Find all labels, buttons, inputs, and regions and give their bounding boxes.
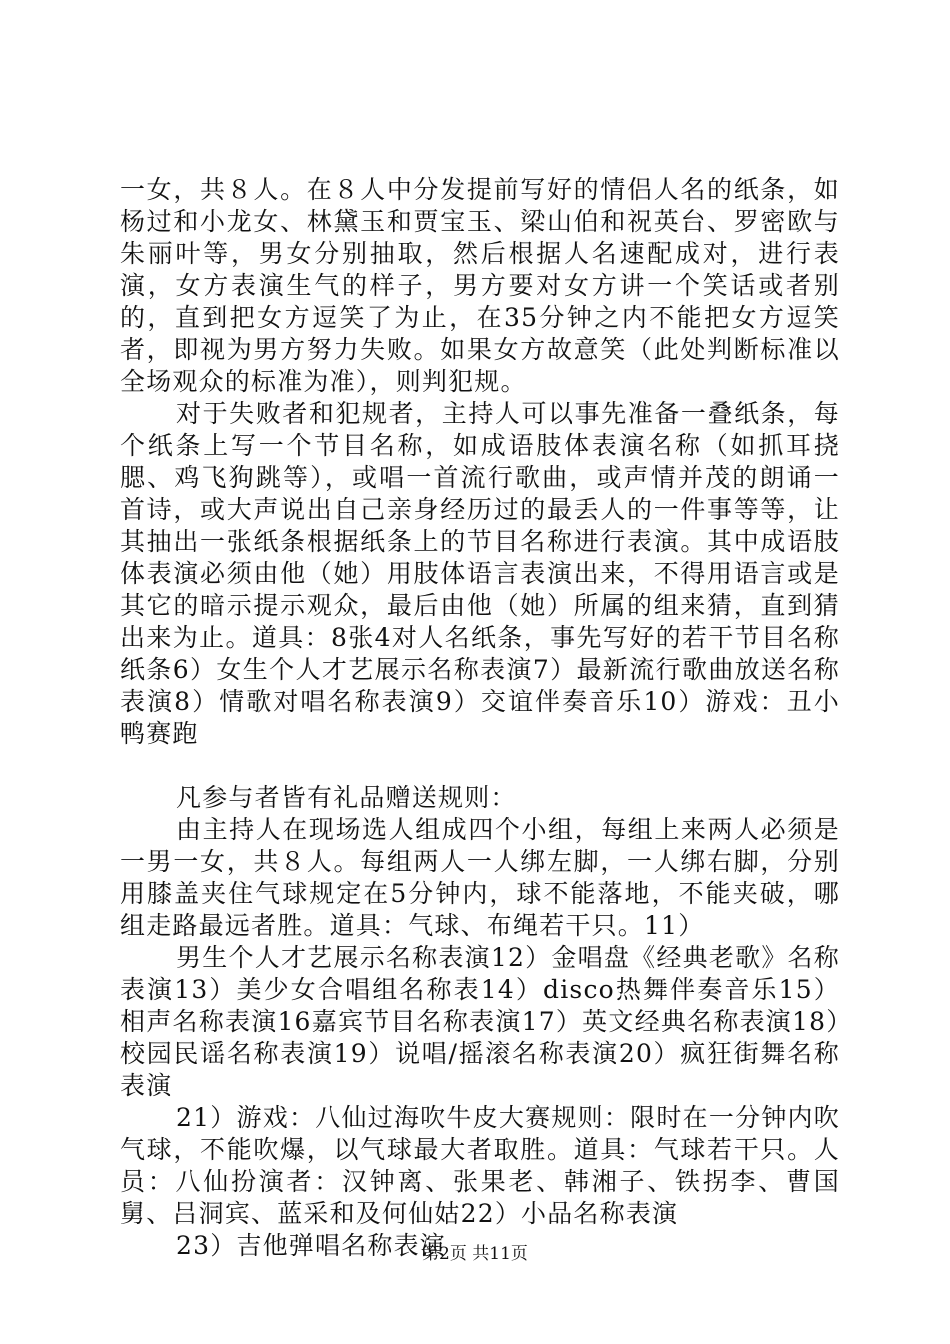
paragraph-game-couples: 一女，共８人。在８人中分发提前写好的情侣人名的纸条，如杨过和小龙女、林黛玉和贾宝玉、梁山伯和祝英台、罗密欧与朱丽叶等，男女分别抽取，然后根据人名速配成对，进行表演，女方表演生气的样子，男方要对女方讲一个笑话或者别的，直到把女方逗笑了为止，在35分钟之内不能把女方逗笑者，即视为男方努力失败。如果女方故意笑（此处判断标准以全场观众的标准为准），则判犯规。: [120, 175, 840, 396]
paragraph-guitar-performance: 23）吉他弹唱名称表演: [176, 1231, 447, 1260]
paragraph-gift-rules: 凡参与者皆有礼品赠送规则：: [176, 783, 517, 812]
paragraph-program-list: 男生个人才艺展示名称表演12）金唱盘《经典老歌》名称表演13）美少女合唱组名称表14）disco热舞伴奏音乐15）相声名称表演16嘉宾节目名称表演17）英文经典名称表演18）校园民谣名称表演19）说唱/摇滚名称表演20）疯狂街舞名称表演: [120, 943, 840, 1100]
paragraph-spacer: [120, 750, 840, 782]
paragraph-three-legged-game: 由主持人在现场选人组成四个小组，每组上来两人必须是一男一女，共８人。每组两人一人绑左脚，一人绑右脚，分别用膝盖夹住气球规定在5分钟内，球不能落地，不能夹破，哪组走路最远者胜。道具：气球、布绳若干只。11）: [120, 815, 840, 940]
page-footer: 第2页 共11页: [422, 1244, 528, 1264]
paragraph-penalty-rules: 对于失败者和犯规者，主持人可以事先准备一叠纸条，每个纸条上写一个节目名称，如成语肢体表演名称（如抓耳挠腮、鸡飞狗跳等），或唱一首流行歌曲，或声情并茂的朗诵一首诗，或大声说出自己亲身经历过的最丢人的一件事等等，让其抽出一张纸条根据纸条上的节目名称进行表演。其中成语肢体表演必须由他（她）用肢体语言表演出来，不得用语言或是其它的暗示提示观众，最后由他（她）所属的组来猜，直到猜出来为止。道具：8张4对人名纸条，事先写好的若干节目名称纸条6）女生个人才艺展示名称表演7）最新流行歌曲放送名称表演8）情歌对唱名称表演9）交谊伴奏音乐10）游戏：丑小鸭赛跑: [120, 399, 840, 748]
document-body: [120, 174, 840, 1262]
paragraph-balloon-game: 21）游戏：八仙过海吹牛皮大赛规则：限时在一分钟内吹气球，不能吹爆，以气球最大者取胜。道具：气球若干只。人员：八仙扮演者：汉钟离、张果老、韩湘子、铁拐李、曹国舅、吕洞宾、蓝采和及何仙姑22）小品名称表演: [120, 1103, 840, 1228]
